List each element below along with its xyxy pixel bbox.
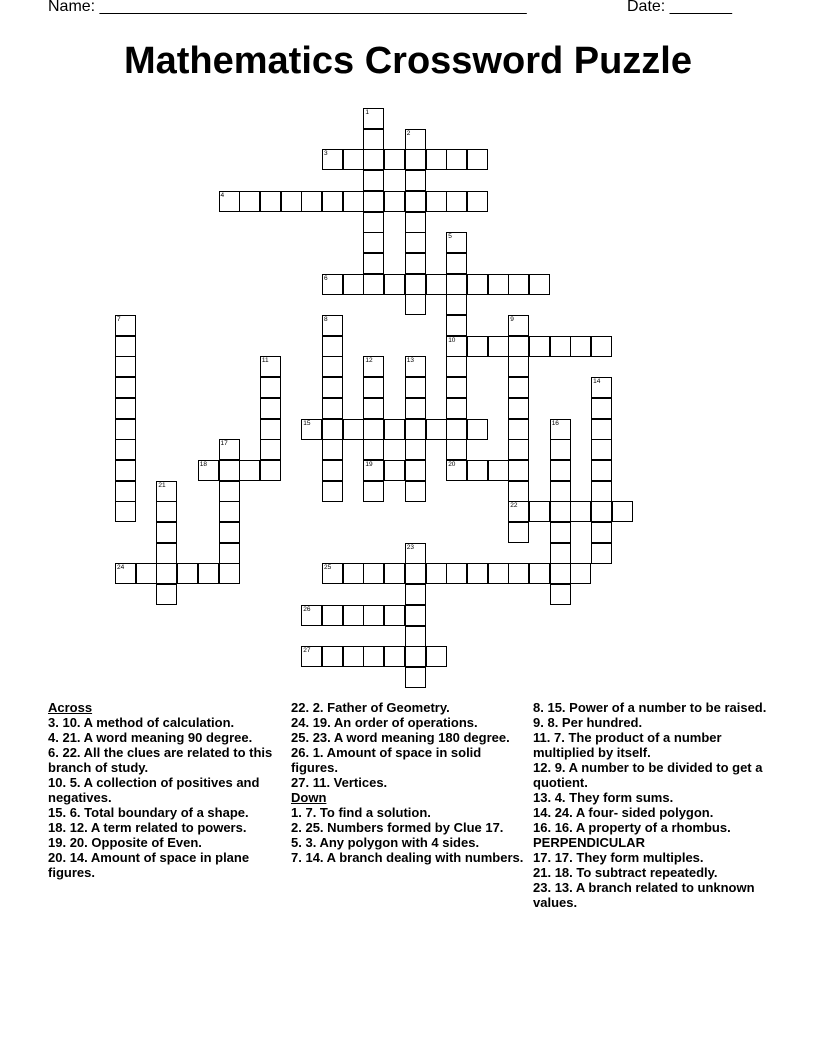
crossword-cell[interactable] — [405, 481, 426, 502]
crossword-cell[interactable] — [115, 481, 136, 502]
crossword-cell[interactable] — [384, 460, 405, 481]
down-heading: Down — [291, 790, 327, 805]
clue-text: 2. Father of Geometry. — [312, 700, 450, 715]
crossword-cell[interactable] — [508, 460, 529, 481]
crossword-cell[interactable] — [550, 481, 571, 502]
clue-number: 15. — [48, 805, 67, 820]
crossword-cell[interactable] — [156, 584, 177, 605]
crossword-cell[interactable] — [156, 543, 177, 564]
name-field-label: Name: ________________________________________________ — [48, 0, 527, 15]
clue-number-label: 6 — [324, 274, 328, 282]
clue-text: 20. Opposite of Even. — [69, 835, 202, 850]
crossword-cell[interactable] — [529, 501, 550, 522]
crossword-cell[interactable] — [405, 398, 426, 419]
clue-item — [291, 805, 531, 820]
crossword-cell[interactable] — [363, 419, 384, 440]
crossword-cell[interactable] — [591, 439, 612, 460]
crossword-cell[interactable] — [570, 501, 591, 522]
crossword-cell[interactable] — [426, 646, 447, 667]
clue-item — [291, 775, 531, 790]
crossword-cell[interactable] — [363, 646, 384, 667]
crossword-cell[interactable] — [363, 377, 384, 398]
clue-text: 25. Numbers formed by Clue 17. — [305, 820, 504, 835]
clue-number: 23. — [533, 880, 552, 895]
crossword-cell[interactable] — [343, 274, 364, 295]
crossword-cell[interactable] — [322, 605, 343, 626]
crossword-cell[interactable] — [405, 667, 426, 688]
crossword-cell[interactable] — [405, 253, 426, 274]
clue-item — [533, 730, 773, 760]
crossword-cell[interactable] — [467, 274, 488, 295]
clue-item — [533, 790, 773, 805]
crossword-cell[interactable] — [239, 191, 260, 212]
clue-number-label: 10 — [448, 336, 456, 344]
clue-text: 19. An order of operations. — [312, 715, 478, 730]
crossword-cell[interactable] — [550, 439, 571, 460]
crossword-cell[interactable] — [467, 460, 488, 481]
crossword-cell[interactable] — [550, 460, 571, 481]
crossword-cell[interactable] — [343, 149, 364, 170]
crossword-cell[interactable] — [591, 522, 612, 543]
clue-number: 9. — [533, 715, 544, 730]
clue-number-label: 16 — [551, 419, 559, 427]
crossword-cell[interactable] — [115, 501, 136, 522]
crossword-cell[interactable] — [446, 563, 467, 584]
crossword-cell[interactable] — [405, 274, 426, 295]
crossword-cell[interactable] — [156, 563, 177, 584]
clue-number: 24. — [291, 715, 310, 730]
clue-text: 6. Total boundary of a shape. — [69, 805, 249, 820]
clue-number: 13. — [533, 790, 552, 805]
crossword-cell[interactable] — [446, 191, 467, 212]
crossword-cell[interactable] — [612, 501, 633, 522]
crossword-cell[interactable] — [446, 294, 467, 315]
clue-item — [48, 715, 288, 730]
clue-item — [291, 700, 531, 715]
crossword-cell[interactable] — [591, 419, 612, 440]
crossword-cell[interactable] — [343, 419, 364, 440]
clue-number: 27. — [291, 775, 310, 790]
clue-item — [291, 745, 531, 775]
clue-text: 21. A word meaning 90 degree. — [62, 730, 253, 745]
clue-number-label: 27 — [303, 647, 311, 655]
clue-number: 17. — [533, 850, 552, 865]
clue-item — [48, 835, 288, 850]
crossword-cell[interactable] — [508, 398, 529, 419]
clue-number: 25. — [291, 730, 310, 745]
clue-item — [291, 835, 531, 850]
clue-text: 9. A number to be divided to get a quotient. — [533, 760, 763, 790]
crossword-cell[interactable] — [363, 149, 384, 170]
clue-number: 8. — [533, 700, 544, 715]
clue-number-label: 21 — [158, 481, 166, 489]
crossword-cell[interactable] — [219, 481, 240, 502]
clue-number: 16. — [533, 820, 552, 835]
clue-number: 19. — [48, 835, 67, 850]
crossword-cell[interactable] — [260, 460, 281, 481]
crossword-cell[interactable] — [446, 315, 467, 336]
clue-text: 22. All the clues are related to this branch of study. — [48, 745, 273, 775]
crossword-cell[interactable] — [467, 563, 488, 584]
crossword-cell[interactable] — [591, 543, 612, 564]
crossword-cell[interactable] — [260, 377, 281, 398]
clue-text: 7. The product of a number multiplied by itself. — [533, 730, 722, 760]
clue-text: 14. A branch dealing with numbers. — [305, 850, 524, 865]
clue-number-label: 3 — [324, 150, 328, 158]
crossword-cell[interactable] — [591, 398, 612, 419]
clue-number: 11. — [533, 730, 551, 745]
clue-number-label: 23 — [406, 543, 415, 551]
crossword-cell[interactable] — [570, 336, 591, 357]
crossword-cell[interactable] — [529, 336, 550, 357]
clue-number: 2. — [291, 820, 302, 835]
crossword-cell[interactable] — [115, 419, 136, 440]
crossword-cell[interactable] — [488, 274, 509, 295]
crossword-cell[interactable] — [405, 294, 426, 315]
clue-number-label: 13 — [406, 357, 415, 365]
crossword-cell[interactable] — [488, 336, 509, 357]
clue-text: 24. A four- sided polygon. — [554, 805, 714, 820]
clue-number: 10. — [48, 775, 67, 790]
crossword-cell[interactable] — [363, 274, 384, 295]
crossword-cell[interactable] — [363, 212, 384, 233]
crossword-cell[interactable] — [426, 191, 447, 212]
crossword-cell[interactable] — [405, 646, 426, 667]
clue-item — [48, 775, 288, 805]
crossword-cell[interactable] — [322, 191, 343, 212]
crossword-cell[interactable] — [384, 605, 405, 626]
crossword-cell[interactable] — [467, 419, 488, 440]
clue-number: 5. — [291, 835, 302, 850]
crossword-cell[interactable] — [301, 191, 322, 212]
crossword-cell[interactable] — [446, 398, 467, 419]
crossword-cell[interactable] — [508, 377, 529, 398]
clue-item — [533, 760, 773, 790]
clue-text: 1. Amount of space in solid figures. — [291, 745, 482, 775]
crossword-cell[interactable] — [405, 170, 426, 191]
clue-number-label: 25 — [324, 564, 332, 572]
crossword-cell[interactable] — [363, 398, 384, 419]
clue-text: 16. A property of a rhombus. PERPENDICULAR — [533, 820, 731, 850]
crossword-cell[interactable] — [508, 439, 529, 460]
crossword-cell[interactable] — [322, 460, 343, 481]
clue-item — [48, 745, 288, 775]
crossword-cell[interactable] — [508, 522, 529, 543]
clue-number-label: 11 — [261, 357, 269, 365]
clue-number: 14. — [533, 805, 552, 820]
clue-number-label: 15 — [303, 419, 311, 427]
crossword-cell[interactable] — [550, 336, 571, 357]
crossword-cell[interactable] — [426, 274, 447, 295]
crossword-cell[interactable] — [281, 191, 302, 212]
crossword-cell[interactable] — [322, 646, 343, 667]
crossword-cell[interactable] — [426, 563, 447, 584]
clue-text: 14. Amount of space in plane figures. — [48, 850, 250, 880]
crossword-cell[interactable] — [219, 543, 240, 564]
crossword-cell[interactable] — [219, 501, 240, 522]
clue-number: 1. — [291, 805, 302, 820]
clues-column-3 — [533, 700, 773, 910]
crossword-cell[interactable] — [446, 274, 467, 295]
crossword-cell[interactable] — [446, 253, 467, 274]
clue-number-label: 12 — [365, 357, 373, 365]
clue-text: 3. Any polygon with 4 sides. — [305, 835, 480, 850]
crossword-cell[interactable] — [467, 191, 488, 212]
crossword-cell[interactable] — [529, 274, 550, 295]
crossword-cell[interactable] — [488, 460, 509, 481]
date-field-label: Date: _______ — [627, 0, 732, 15]
crossword-cell[interactable] — [322, 419, 343, 440]
crossword-cell[interactable] — [467, 336, 488, 357]
clue-number-label: 17 — [220, 440, 228, 448]
crossword-cell[interactable] — [405, 212, 426, 233]
clue-number-label: 7 — [117, 316, 121, 323]
clue-number-label: 18 — [199, 460, 208, 468]
crossword-cell[interactable] — [550, 584, 571, 605]
crossword-cell[interactable] — [405, 149, 426, 170]
clue-item — [48, 805, 288, 820]
clue-item — [291, 820, 531, 835]
clue-item — [533, 805, 773, 820]
crossword-cell[interactable] — [426, 419, 447, 440]
crossword-cell[interactable] — [177, 563, 198, 584]
clue-item — [48, 730, 288, 745]
clue-number-label: 24 — [117, 564, 125, 572]
crossword-cell[interactable] — [550, 501, 571, 522]
crossword-cell[interactable] — [115, 336, 136, 357]
crossword-cell[interactable] — [322, 336, 343, 357]
crossword-cell[interactable] — [591, 460, 612, 481]
clue-number-label: 26 — [303, 605, 311, 613]
crossword-cell[interactable] — [322, 398, 343, 419]
crossword-cell[interactable] — [322, 439, 343, 460]
clue-number: 7. — [291, 850, 302, 865]
crossword-cell[interactable] — [384, 646, 405, 667]
clue-text: 12. A term related to powers. — [69, 820, 247, 835]
clues-column-1 — [48, 700, 288, 880]
clue-item — [291, 715, 531, 730]
clue-text: 4. They form sums. — [554, 790, 674, 805]
crossword-cell[interactable] — [591, 481, 612, 502]
clue-number: 3. — [48, 715, 59, 730]
crossword-cell[interactable] — [219, 563, 240, 584]
clue-item — [533, 700, 773, 715]
clue-text: 17. They form multiples. — [554, 850, 704, 865]
clue-item — [48, 820, 288, 835]
crossword-cell[interactable] — [260, 419, 281, 440]
crossword-cell[interactable] — [508, 563, 529, 584]
clue-item — [291, 730, 531, 745]
crossword-cell[interactable] — [405, 460, 426, 481]
crossword-cell[interactable] — [384, 563, 405, 584]
clue-number: 21. — [533, 865, 552, 880]
clue-item — [533, 865, 773, 880]
crossword-cell[interactable] — [322, 481, 343, 502]
crossword-cell[interactable] — [488, 563, 509, 584]
crossword-cell[interactable] — [198, 563, 219, 584]
crossword-cell[interactable] — [405, 377, 426, 398]
crossword-cell[interactable] — [405, 419, 426, 440]
clue-text: 10. A method of calculation. — [62, 715, 235, 730]
crossword-cell[interactable] — [343, 605, 364, 626]
crossword-cell[interactable] — [591, 501, 612, 522]
crossword-cell[interactable] — [343, 191, 364, 212]
clue-text: 8. Per hundred. — [547, 715, 643, 730]
clue-text: 11. Vertices. — [312, 775, 388, 790]
crossword-cell[interactable] — [591, 336, 612, 357]
crossword-cell[interactable] — [363, 253, 384, 274]
crossword-cell[interactable] — [260, 191, 281, 212]
clue-number-label: 5 — [448, 233, 452, 241]
clue-item — [48, 850, 288, 880]
clue-item — [533, 820, 773, 850]
crossword-cell[interactable] — [384, 274, 405, 295]
crossword-cell[interactable] — [239, 460, 260, 481]
crossword-cell[interactable] — [136, 563, 157, 584]
clue-number: 26. — [291, 745, 310, 760]
crossword-cell[interactable] — [384, 149, 405, 170]
clue-text: 18. To subtract repeatedly. — [554, 865, 718, 880]
clue-number-label: 1 — [365, 109, 370, 116]
crossword-cell[interactable] — [405, 232, 426, 253]
crossword-cell[interactable] — [508, 274, 529, 295]
clue-text: 15. Power of a number to be raised. — [547, 700, 767, 715]
clue-number-label: 8 — [324, 316, 328, 323]
crossword-cell[interactable] — [446, 419, 467, 440]
clue-number: 6. — [48, 745, 59, 760]
crossword-cell[interactable] — [115, 439, 136, 460]
crossword-cell[interactable] — [446, 149, 467, 170]
crossword-cell[interactable] — [405, 605, 426, 626]
clue-number-label: 20 — [448, 460, 456, 468]
crossword-cell[interactable] — [446, 356, 467, 377]
crossword-cell[interactable] — [156, 522, 177, 543]
clue-text: 13. A branch related to unknown values. — [533, 880, 755, 910]
clue-item — [533, 850, 773, 865]
crossword-cell[interactable] — [343, 563, 364, 584]
crossword-cell[interactable] — [508, 481, 529, 502]
clue-text: 7. To find a solution. — [305, 805, 431, 820]
crossword-cell[interactable] — [363, 232, 384, 253]
crossword-cell[interactable] — [322, 356, 343, 377]
crossword-cell[interactable] — [363, 481, 384, 502]
clue-item — [533, 715, 773, 730]
crossword-cell[interactable] — [467, 149, 488, 170]
crossword-cell[interactable] — [363, 191, 384, 212]
crossword-cell[interactable] — [260, 398, 281, 419]
crossword-cell[interactable] — [363, 439, 384, 460]
crossword-cell[interactable] — [156, 501, 177, 522]
clue-number: 22. — [291, 700, 310, 715]
clue-item — [533, 880, 773, 910]
crossword-cell[interactable] — [405, 439, 426, 460]
crossword-cell[interactable] — [219, 522, 240, 543]
crossword-cell[interactable] — [405, 626, 426, 647]
clue-number-label: 19 — [365, 460, 373, 468]
crossword-cell[interactable] — [529, 563, 550, 584]
clue-number-label: 9 — [510, 316, 514, 323]
crossword-cell[interactable] — [508, 336, 529, 357]
crossword-cell[interactable] — [363, 129, 384, 150]
crossword-cell[interactable] — [343, 646, 364, 667]
crossword-cell[interactable] — [384, 419, 405, 440]
crossword-cell[interactable] — [405, 563, 426, 584]
across-heading: Across — [48, 700, 93, 715]
crossword-cell[interactable] — [570, 563, 591, 584]
crossword-cell[interactable] — [363, 605, 384, 626]
crossword-cell[interactable] — [363, 563, 384, 584]
clue-text: 23. A word meaning 180 degree. — [312, 730, 510, 745]
clue-number: 4. — [48, 730, 59, 745]
crossword-cell[interactable] — [219, 460, 240, 481]
crossword-cell[interactable] — [446, 377, 467, 398]
clue-number-label: 4 — [220, 191, 225, 199]
clue-number-label: 14 — [593, 378, 601, 386]
crossword-cell[interactable] — [446, 439, 467, 460]
clue-number: 20. — [48, 850, 67, 865]
clue-number: 12. — [533, 760, 552, 775]
clue-number: 18. — [48, 820, 67, 835]
clue-number-label: 2 — [406, 129, 411, 137]
crossword-cell[interactable] — [550, 543, 571, 564]
crossword-cell[interactable] — [550, 563, 571, 584]
crossword-cell[interactable] — [426, 149, 447, 170]
clues-column-2 — [291, 700, 531, 865]
crossword-cell[interactable] — [322, 377, 343, 398]
crossword-cell[interactable] — [550, 522, 571, 543]
clue-item — [291, 850, 531, 865]
page-title: Mathematics Crossword Puzzle — [123, 40, 693, 82]
crossword-cell[interactable] — [384, 191, 405, 212]
clue-number-label: 22 — [510, 502, 518, 510]
crossword-cell[interactable] — [508, 419, 529, 440]
crossword-cell[interactable] — [115, 356, 136, 377]
crossword-cell[interactable] — [405, 584, 426, 605]
crossword-cell[interactable] — [115, 398, 136, 419]
crossword-cell[interactable] — [508, 356, 529, 377]
crossword-cell[interactable] — [260, 439, 281, 460]
clue-text: 5. A collection of positives and negatives. — [48, 775, 260, 805]
crossword-cell[interactable] — [115, 460, 136, 481]
crossword-cell[interactable] — [115, 377, 136, 398]
crossword-cell[interactable] — [363, 170, 384, 191]
crossword-cell[interactable] — [405, 191, 426, 212]
